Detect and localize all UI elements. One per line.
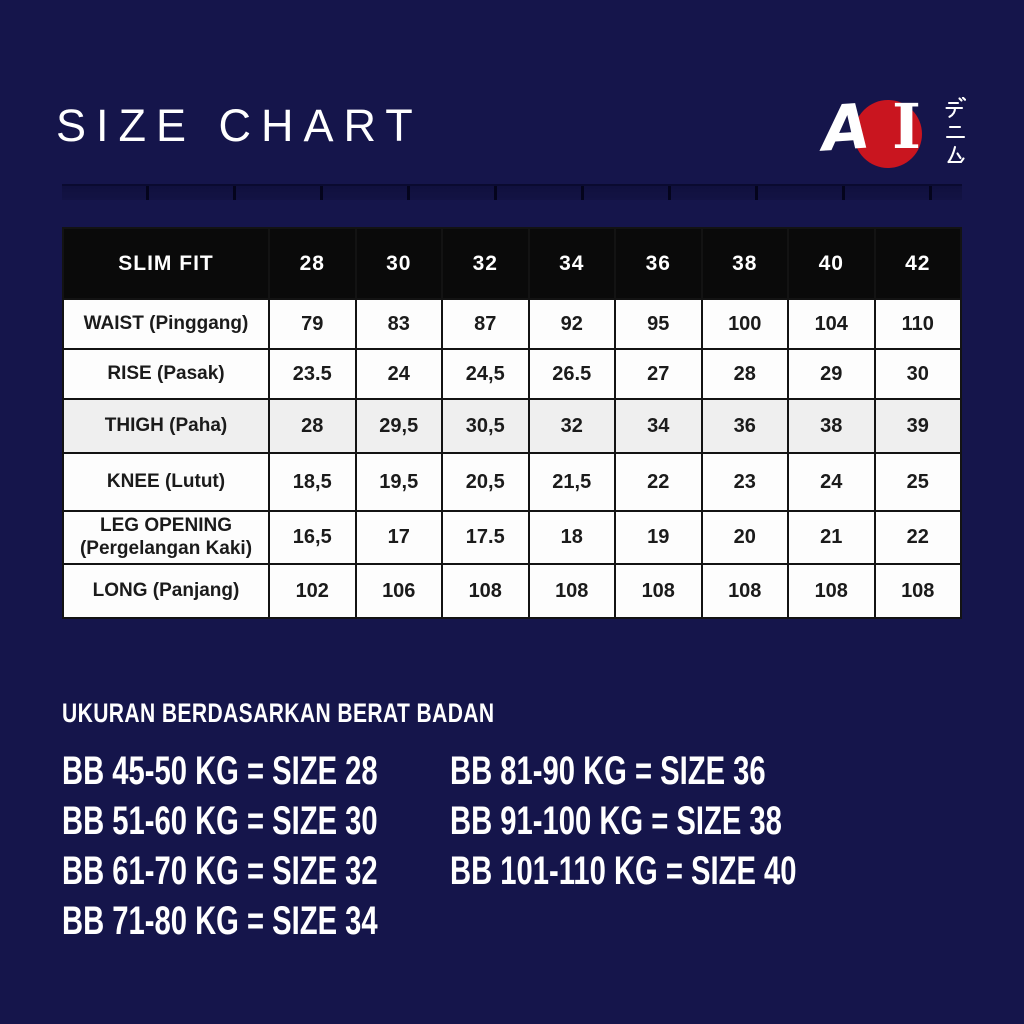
measurement-value-cell: 29,5 (356, 399, 443, 453)
size-table-row (63, 349, 961, 399)
measurement-value-cell: 22 (875, 511, 962, 564)
measurement-value-cell: 25 (875, 453, 962, 511)
measurement-value-cell: 19,5 (356, 453, 443, 511)
measurement-value-cell: 108 (529, 564, 616, 618)
size-header-cell: 40 (788, 228, 875, 299)
size-header-cell: 30 (356, 228, 443, 299)
measurement-value-cell: 30,5 (442, 399, 529, 453)
measurement-value-cell: 39 (875, 399, 962, 453)
measurement-value-cell: 108 (875, 564, 962, 618)
fit-label-cell: SLIM FIT (63, 228, 269, 299)
katakana-ni-icon (945, 121, 966, 142)
measurement-value-cell: 23.5 (269, 349, 356, 399)
measurement-label-cell: WAIST (Pinggang) (63, 299, 269, 349)
measurement-value-cell: 26.5 (529, 349, 616, 399)
measurement-value-cell: 38 (788, 399, 875, 453)
measurement-value-cell: 106 (356, 564, 443, 618)
katakana-de-icon (945, 97, 966, 118)
size-header-cell: 42 (875, 228, 962, 299)
size-header-cell: 36 (615, 228, 702, 299)
size-table-row (63, 299, 961, 349)
measurement-value-cell: 18,5 (269, 453, 356, 511)
size-table-row (63, 511, 961, 564)
measurement-value-cell: 27 (615, 349, 702, 399)
size-table-row (63, 399, 961, 453)
katakana-denim-text (945, 97, 966, 166)
measurement-value-cell: 32 (529, 399, 616, 453)
measurement-value-cell: 18 (529, 511, 616, 564)
measurement-value-cell: 22 (615, 453, 702, 511)
weight-guide-heading: UKURAN BERDASARKAN BERAT BADAN (62, 698, 495, 728)
weight-size-line: BB 81-90 KG = SIZE 36 (450, 749, 766, 793)
measurement-value-cell: 108 (788, 564, 875, 618)
measurement-value-cell: 110 (875, 299, 962, 349)
measurement-value-cell: 24,5 (442, 349, 529, 399)
table-top-shadow-band (62, 184, 962, 200)
measurement-value-cell: 104 (788, 299, 875, 349)
measurement-value-cell: 92 (529, 299, 616, 349)
measurement-value-cell: 36 (702, 399, 789, 453)
measurement-value-cell: 30 (875, 349, 962, 399)
measurement-value-cell: 28 (702, 349, 789, 399)
measurement-value-cell: 108 (615, 564, 702, 618)
logo-letter-a: A (819, 89, 873, 166)
weight-size-line: BB 61-70 KG = SIZE 32 (62, 849, 378, 893)
size-table (62, 227, 962, 619)
measurement-value-cell: 108 (702, 564, 789, 618)
measurement-value-cell: 87 (442, 299, 529, 349)
measurement-value-cell: 28 (269, 399, 356, 453)
logo-letter-i: I (892, 90, 922, 163)
measurement-value-cell: 17 (356, 511, 443, 564)
measurement-label-cell: KNEE (Lutut) (63, 453, 269, 511)
measurement-value-cell: 24 (356, 349, 443, 399)
measurement-value-cell: 34 (615, 399, 702, 453)
size-header-cell: 38 (702, 228, 789, 299)
size-table-row (63, 564, 961, 618)
size-header-cell: 32 (442, 228, 529, 299)
measurement-value-cell: 24 (788, 453, 875, 511)
size-header-cell: 28 (269, 228, 356, 299)
measurement-label-cell: THIGH (Paha) (63, 399, 269, 453)
measurement-value-cell: 102 (269, 564, 356, 618)
weight-size-line: BB 101-110 KG = SIZE 40 (450, 849, 797, 893)
size-header-cell: 34 (529, 228, 616, 299)
weight-list-left (62, 746, 494, 946)
measurement-value-cell: 23 (702, 453, 789, 511)
weight-size-line: BB 71-80 KG = SIZE 34 (62, 899, 378, 943)
measurement-value-cell: 29 (788, 349, 875, 399)
measurement-value-cell: 19 (615, 511, 702, 564)
weight-size-line: BB 51-60 KG = SIZE 30 (62, 799, 378, 843)
measurement-value-cell: 20,5 (442, 453, 529, 511)
measurement-value-cell: 21 (788, 511, 875, 564)
measurement-value-cell: 108 (442, 564, 529, 618)
measurement-value-cell: 83 (356, 299, 443, 349)
measurement-value-cell: 79 (269, 299, 356, 349)
measurement-value-cell: 20 (702, 511, 789, 564)
weight-list-right (450, 746, 925, 896)
measurement-value-cell: 21,5 (529, 453, 616, 511)
size-table-body (63, 299, 961, 618)
size-table-head-row (63, 228, 961, 299)
measurement-label-cell: LEG OPENING (Pergelangan Kaki) (63, 511, 269, 564)
brand-logo (819, 89, 966, 178)
measurement-value-cell: 17.5 (442, 511, 529, 564)
katakana-mu-icon (945, 145, 966, 166)
measurement-value-cell: 100 (702, 299, 789, 349)
measurement-value-cell: 16,5 (269, 511, 356, 564)
page-title: SIZE CHART (56, 100, 423, 151)
measurement-label-cell: LONG (Panjang) (63, 564, 269, 618)
weight-size-line: BB 45-50 KG = SIZE 28 (62, 749, 378, 793)
measurement-label-cell: RISE (Pasak) (63, 349, 269, 399)
weight-size-line: BB 91-100 KG = SIZE 38 (450, 799, 782, 843)
size-table-row (63, 453, 961, 511)
measurement-value-cell: 95 (615, 299, 702, 349)
